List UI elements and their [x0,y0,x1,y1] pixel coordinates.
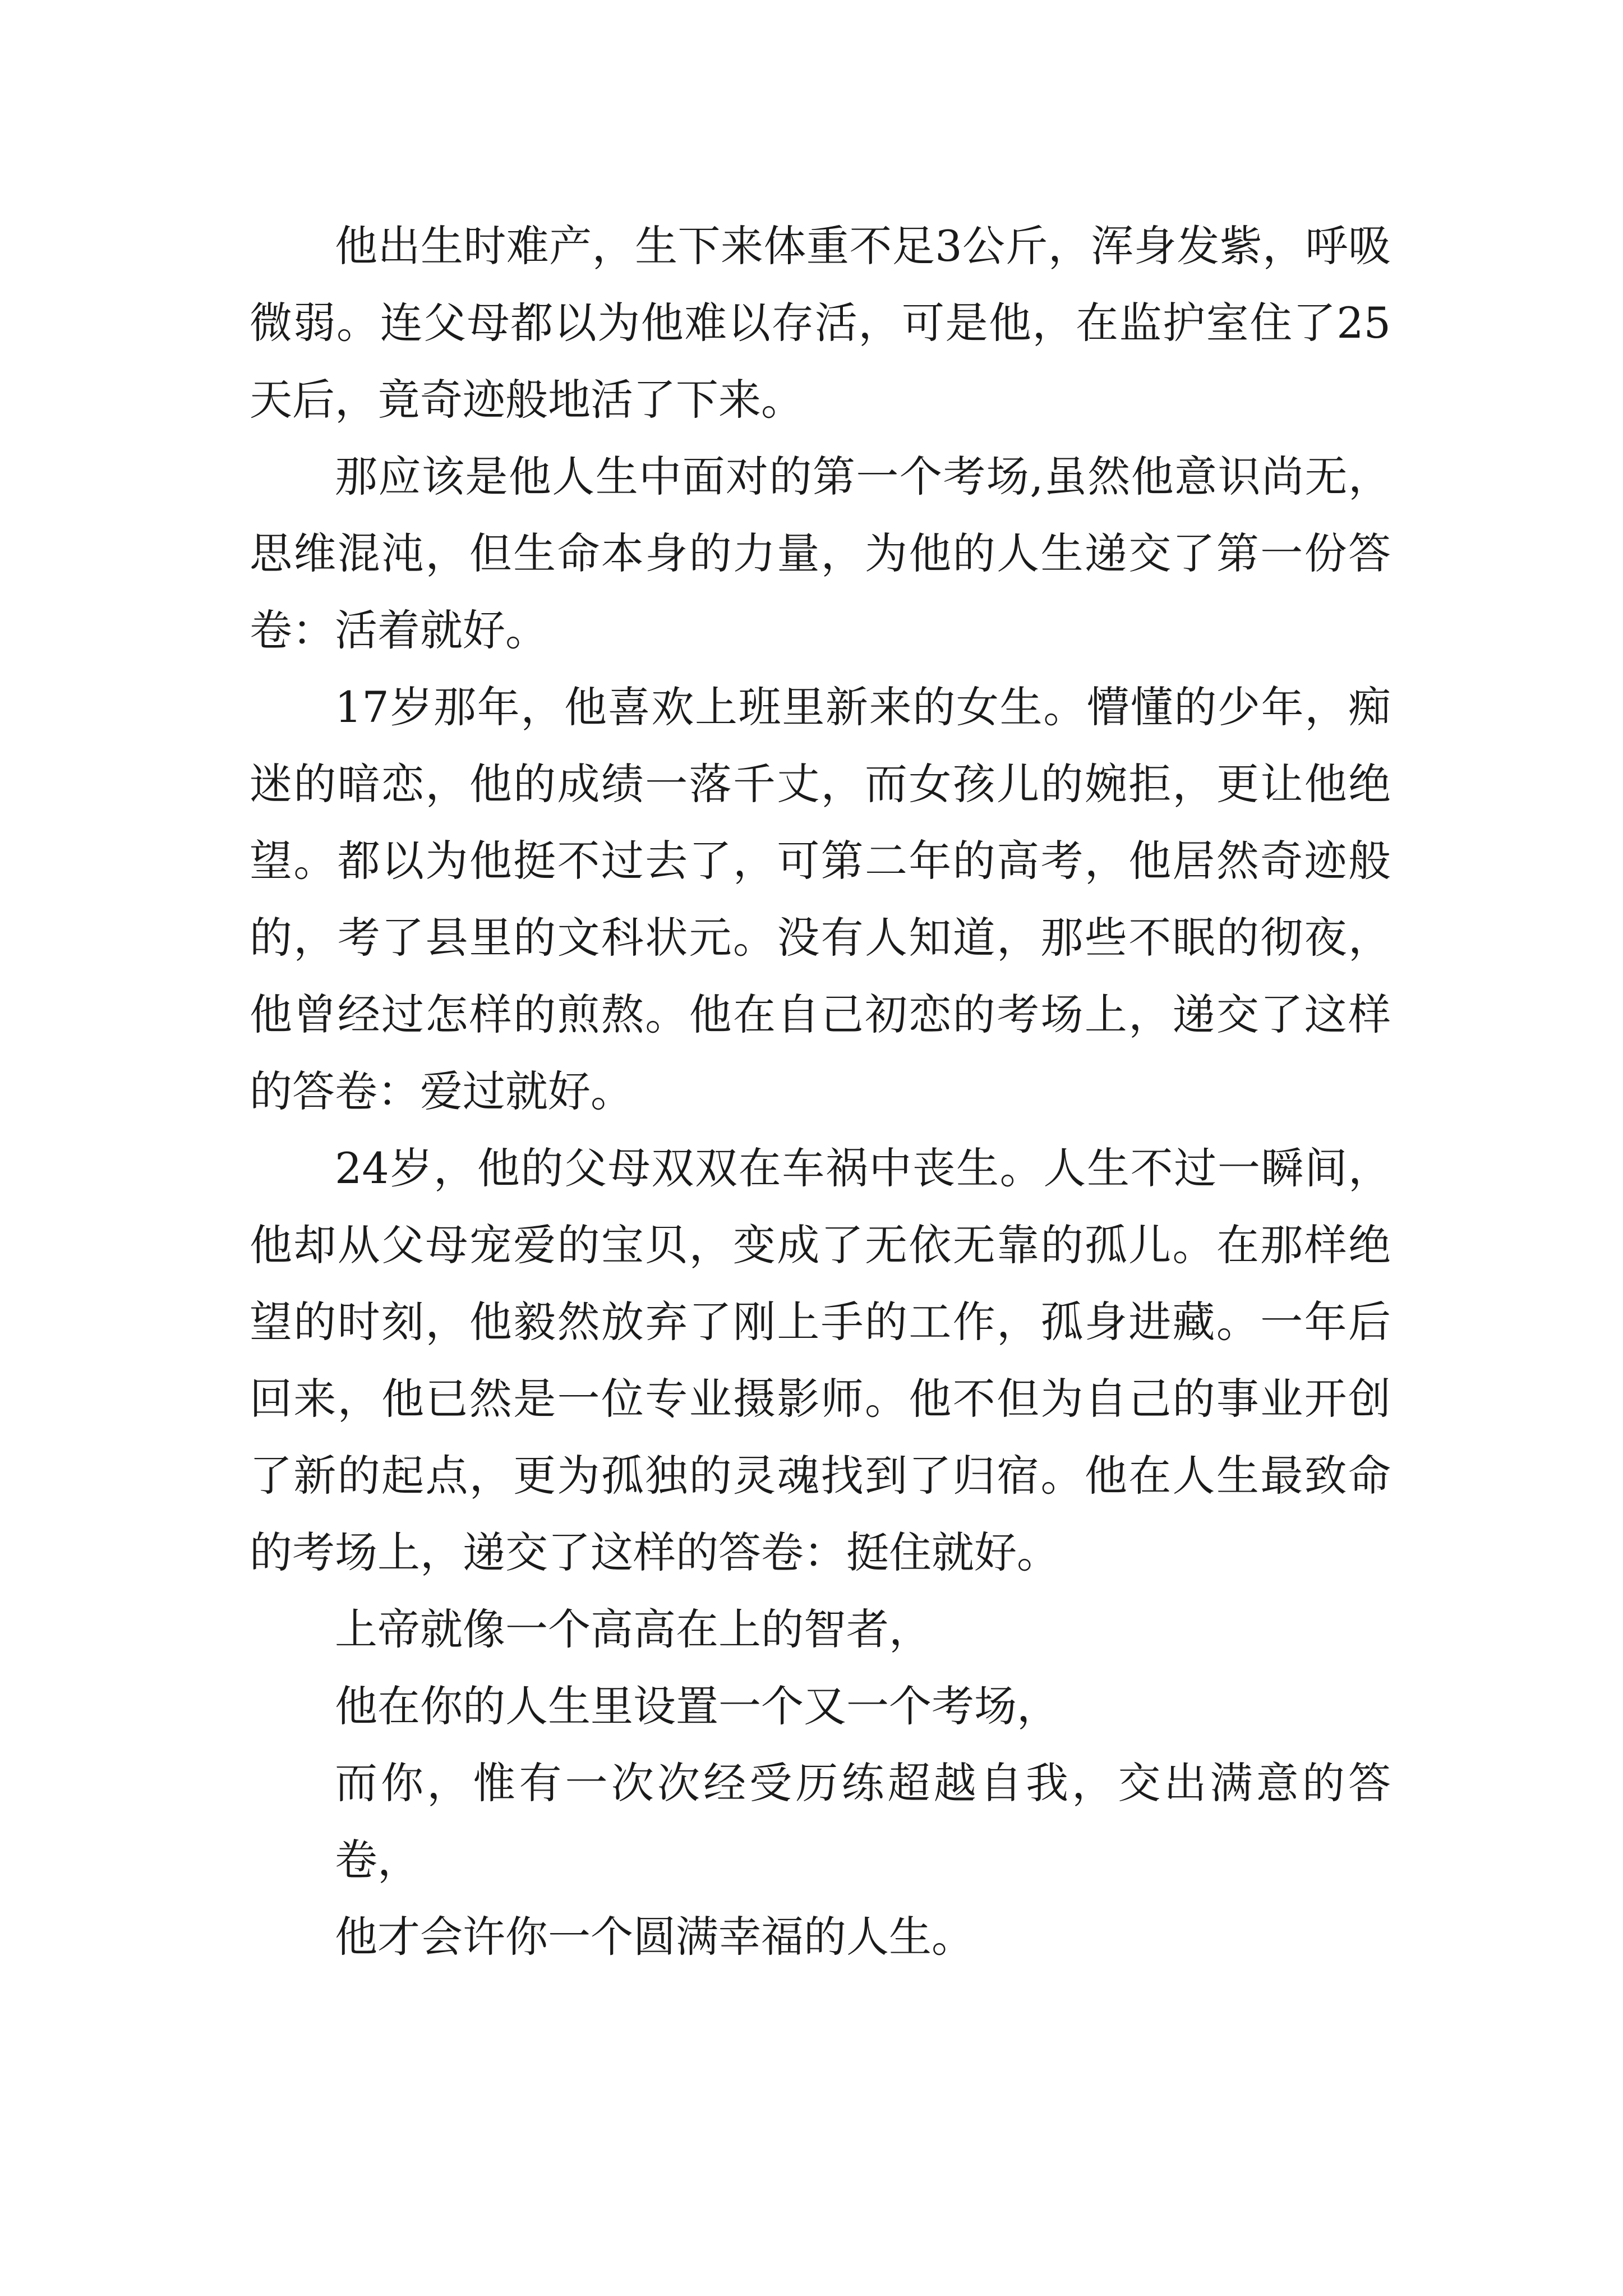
verse-line-1: 上帝就像一个高高在上的智者， [335,1604,932,1654]
paragraph-first-love: 17岁那年，他喜欢上班里新来的女生。懵懂的少年，痴迷的暗恋，他的成绩一落千丈，而女孩儿的婉拒，更让他绝望。都以为他挺不过去了，可第二年的高考，他居然奇迹般的，考了县里的文科状元。没有人知道，那些不眠的彻夜，他曾经过怎样的煎熬。他在自己初恋的考场上，递交了这样的答卷：爱过就好。 [250,682,1391,1116]
verse-line-3: 而你，惟有一次次经受历练超越自我，交出满意的答卷， [335,1758,1391,1885]
verse-line-2: 他在你的人生里设置一个又一个考场， [335,1681,1059,1731]
article-body [250,208,1391,1975]
verse-line-4: 他才会许你一个圆满幸福的人生。 [335,1912,974,1962]
paragraph-birth: 他出生时难产，生下来体重不足3公斤，浑身发紫，呼吸微弱。连父母都以为他难以存活，可是他，在监护室住了25天后，竟奇迹般地活了下来。 [250,221,1391,425]
paragraph-parents-loss: 24岁，他的父母双双在车祸中丧生。人生不过一瞬间，他却从父母宠爱的宝贝，变成了无依无靠的孤儿。在那样绝望的时刻，他毅然放弃了刚上手的工作，孤身进藏。一年后回来，他已然是一位专业摄影师。他不但为自己的事业开创了新的起点，更为孤独的灵魂找到了归宿。他在人生最致命的考场上，递交了这样的答卷：挺住就好。 [250,1143,1391,1577]
paragraph-first-exam: 那应该是他人生中面对的第一个考场,虽然他意识尚无，思维混沌，但生命本身的力量，为他的人生递交了第一份答卷：活着就好。 [250,452,1391,655]
